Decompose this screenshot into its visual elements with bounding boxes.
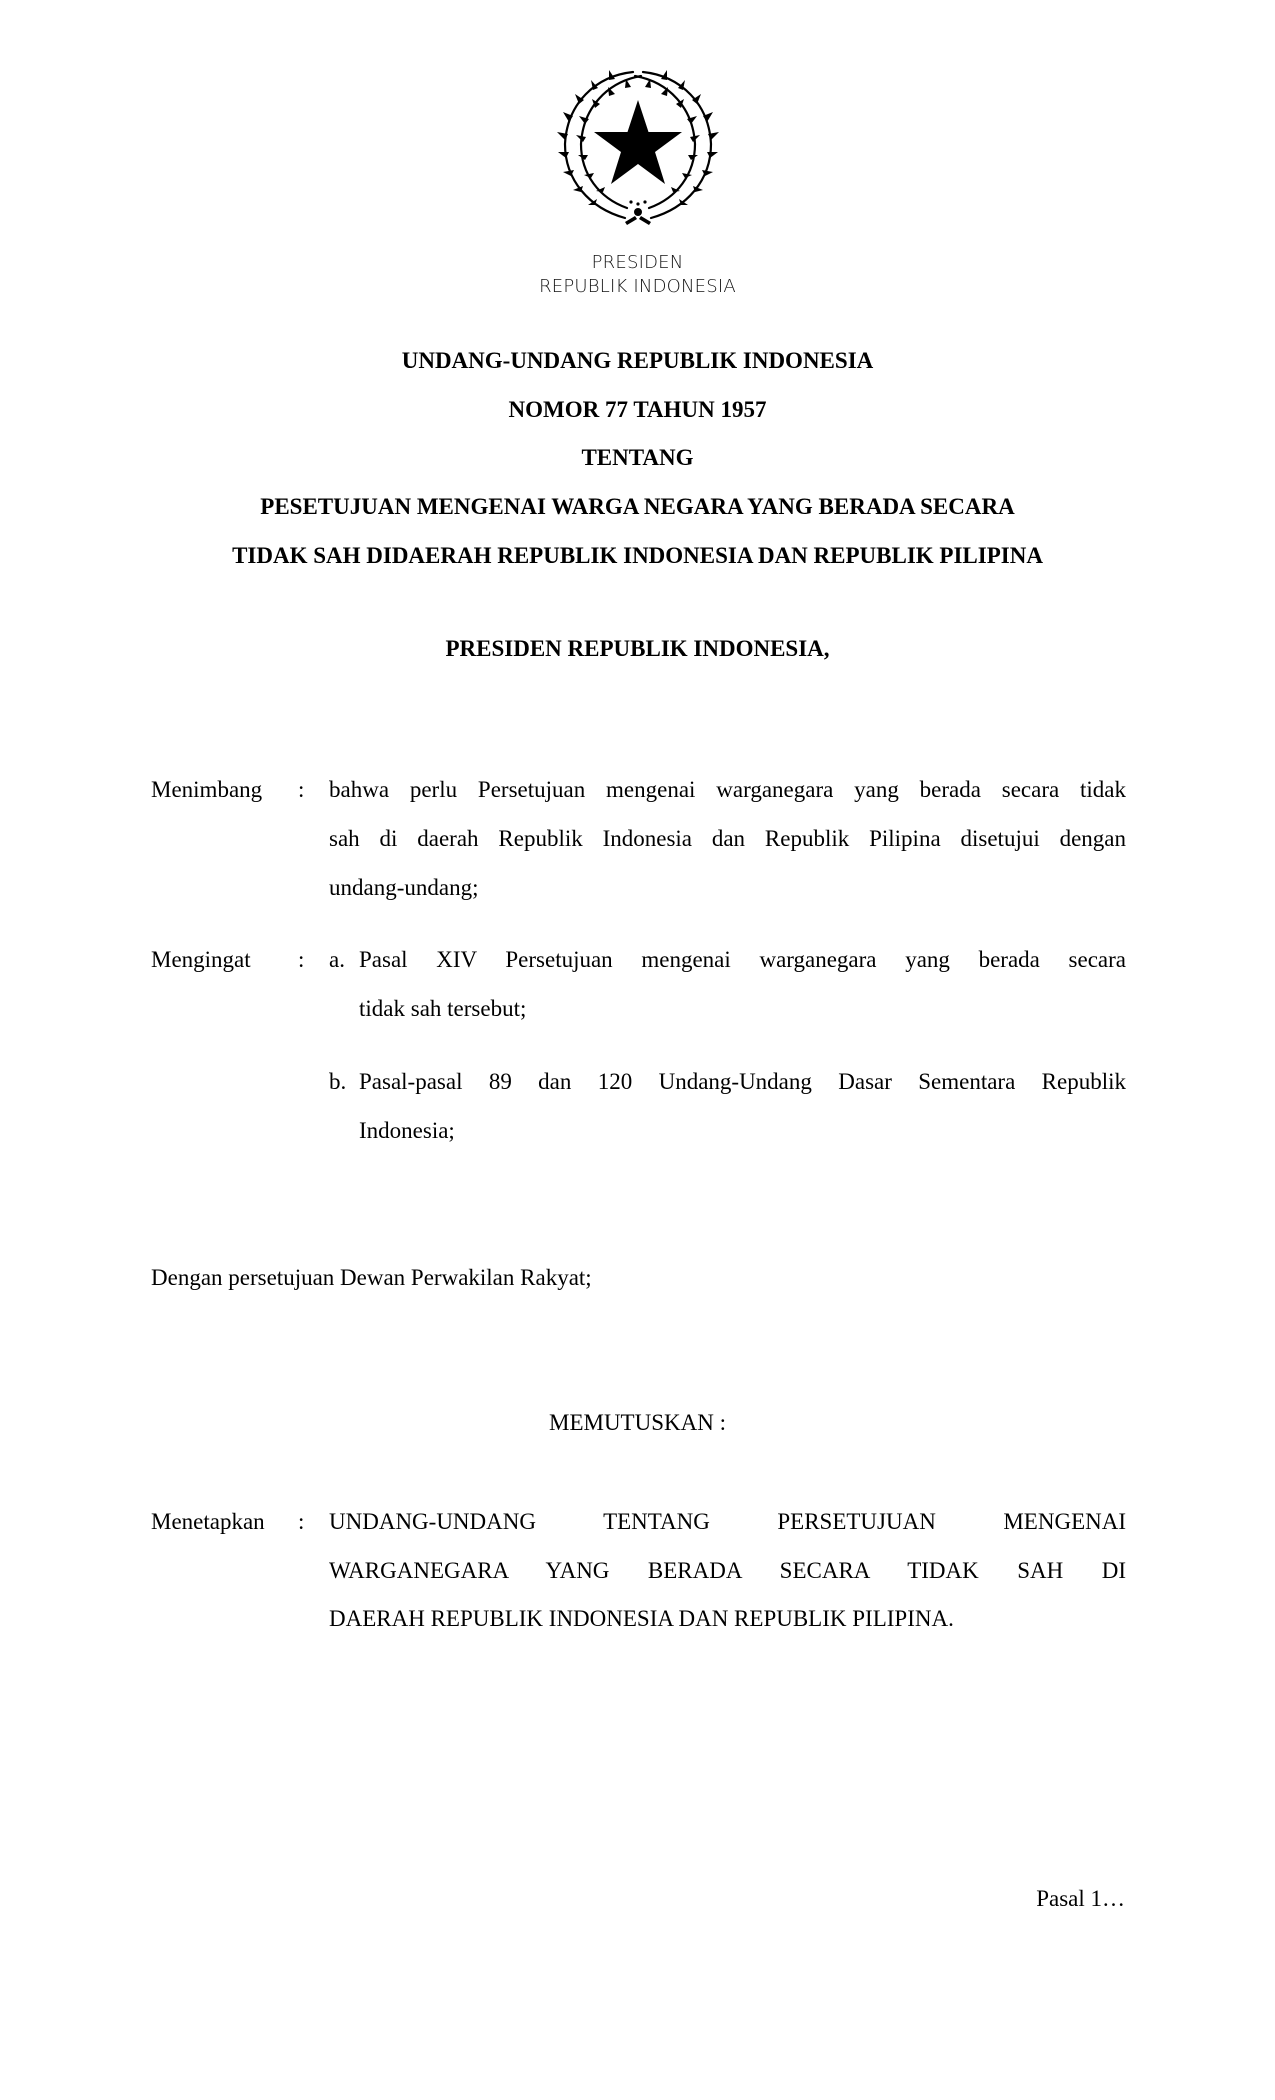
menetapkan-line: DAERAH REPUBLIK INDONESIA DAN REPUBLIK PILIPINA.: [329, 1606, 954, 1631]
approval-statement: Dengan persetujuan Dewan Perwakilan Rakyat;: [151, 1265, 592, 1290]
menimbang-label: Menimbang: [151, 777, 263, 802]
menetapkan-label: Menetapkan: [151, 1509, 265, 1534]
law-number: NOMOR 77 TAHUN 1957: [508, 397, 767, 422]
menetapkan-line: WARGANEGARA YANG BERADA SECARA TIDAK SAH DI: [329, 1558, 1126, 1583]
preamble-heading: PRESIDEN REPUBLIK INDONESIA,: [445, 636, 830, 661]
menimbang-line: undang-undang;: [329, 875, 479, 900]
law-subject-line-2: TIDAK SAH DIDAERAH REPUBLIK INDONESIA DAN REPUBLIK PILIPINA: [232, 543, 1043, 568]
menimbang-line: bahwa perlu Persetujuan mengenai warganegara yang berada secara tidak: [329, 777, 1126, 802]
mengingat-item-marker: b.: [329, 1069, 347, 1094]
law-subject-line-1: PESETUJUAN MENGENAI WARGA NEGARA YANG BERADA SECARA: [260, 494, 1015, 519]
letterhead-republic: REPUBLIK INDONESIA: [539, 276, 736, 297]
mengingat-colon: :: [298, 947, 305, 972]
menimbang-line: sah di daerah Republik Indonesia dan Republik Pilipina disetujui dengan: [329, 826, 1126, 851]
law-about: TENTANG: [581, 445, 694, 470]
law-title: UNDANG-UNDANG REPUBLIK INDONESIA: [401, 348, 874, 373]
decision-heading: MEMUTUSKAN :: [549, 1410, 726, 1435]
mengingat-item-line: Indonesia;: [359, 1118, 455, 1143]
mengingat-item-marker: a.: [329, 947, 345, 972]
mengingat-item-line: tidak sah tersebut;: [359, 996, 527, 1021]
letterhead-president: PRESIDEN: [591, 252, 684, 273]
mengingat-label: Mengingat: [151, 947, 251, 972]
menetapkan-colon: :: [298, 1509, 305, 1534]
menimbang-colon: :: [298, 777, 305, 802]
continuation-marker: Pasal 1…: [1036, 1886, 1125, 1911]
presidential-seal-icon: [555, 62, 721, 232]
mengingat-item-line: Pasal-pasal 89 dan 120 Undang-Undang Dasar Sementara Republik: [359, 1069, 1126, 1094]
mengingat-item-line: Pasal XIV Persetujuan mengenai warganegara yang berada secara: [359, 947, 1126, 972]
menetapkan-line: UNDANG-UNDANG TENTANG PERSETUJUAN MENGENAI: [329, 1509, 1126, 1534]
